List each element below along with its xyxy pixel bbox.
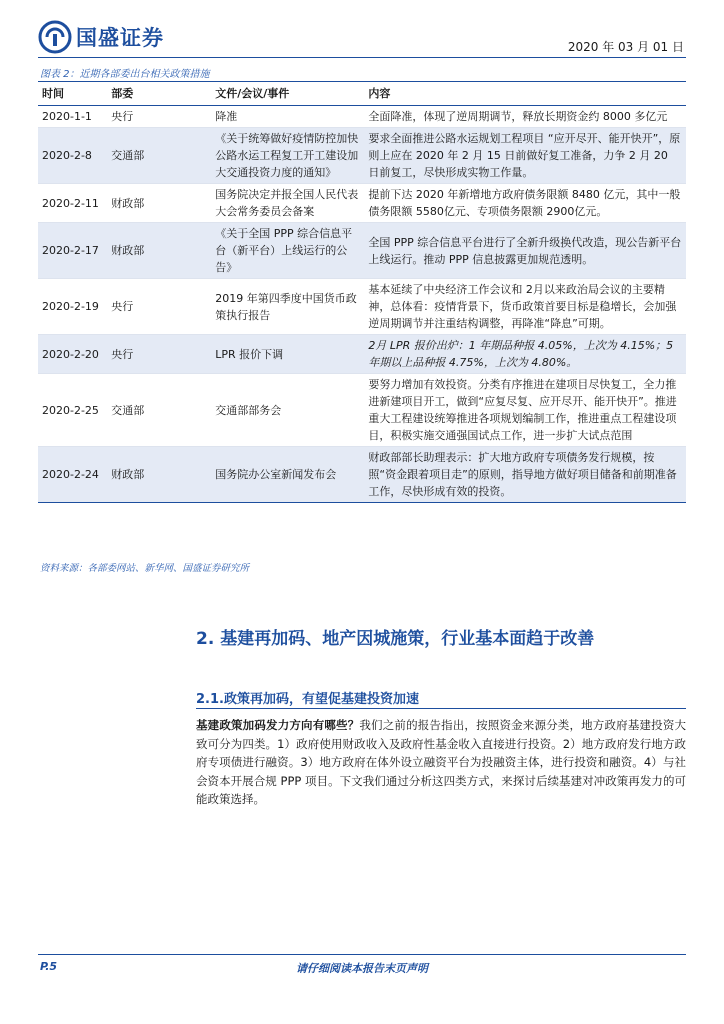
cell-date: 2020-2-19 bbox=[38, 279, 107, 335]
paragraph-body: 我们之前的报告指出，按照资金来源分类，地方政府基建投资大致可分为四类。1）政府使用财政收入及政府性基金收入直接进行投资。2）地方政府发行地方政府专项债进行融资。3）地方政府在体外设立融资平台为投融资主体，进行投资和融资。4）与社会资本开展合规 PPP 项目。下文我们通过分析这四类方式，来探讨后续基建对冲政策再发力的可能政策选择。 bbox=[196, 718, 686, 806]
cell-doc: 《关于全国 PPP 综合信息平台（新平台）上线运行的公告》 bbox=[211, 223, 364, 279]
cell-date: 2020-1-1 bbox=[38, 106, 107, 128]
subsection-title: 2.1.政策再加码，有望促基建投资加速 bbox=[196, 692, 419, 707]
cell-content: 要求全面推进公路水运规划工程项目 “应开尽开、能开快开”，原则上应在 2020 年 2 月 15 日前做好复工准备，力争 2 月 20 日前复工，尽快形成实物工作量。 bbox=[364, 128, 686, 184]
column-header-date: 时间 bbox=[38, 82, 107, 106]
cell-doc: LPR 报价下调 bbox=[211, 335, 364, 374]
cell-dept: 交通部 bbox=[107, 128, 211, 184]
cell-dept: 央行 bbox=[107, 279, 211, 335]
cell-date: 2020-2-8 bbox=[38, 128, 107, 184]
cell-date: 2020-2-24 bbox=[38, 447, 107, 503]
table-row bbox=[38, 223, 686, 279]
column-header-content: 内容 bbox=[364, 82, 686, 106]
logo-text: 国盛证券 bbox=[76, 26, 164, 50]
table-row bbox=[38, 279, 686, 335]
logo-emblem-icon bbox=[38, 20, 72, 54]
table-row bbox=[38, 447, 686, 503]
figure-source: 资料来源：各部委网站、新华网、国盛证券研究所 bbox=[40, 563, 250, 574]
cell-date: 2020-2-17 bbox=[38, 223, 107, 279]
header-divider bbox=[38, 57, 686, 58]
section-title: 2. 基建再加码、地产因城施策，行业基本面趋于改善 bbox=[196, 629, 595, 649]
figure-title: 图表 2：近期各部委出台相关政策措施 bbox=[40, 69, 210, 80]
company-logo bbox=[38, 20, 164, 54]
cell-content: 全面降准，体现了逆周期调节，释放长期资金约 8000 多亿元 bbox=[364, 106, 686, 128]
cell-content: 财政部部长助理表示：扩大地方政府专项债务发行规模，按照“资金跟着项目走”的原则，指导地方做好项目储备和前期准备工作，尽快形成有效的投资。 bbox=[364, 447, 686, 503]
cell-dept: 财政部 bbox=[107, 223, 211, 279]
table-row bbox=[38, 106, 686, 128]
report-date: 2020 年 03 月 01 日 bbox=[567, 40, 684, 54]
cell-content: 2月 LPR 报价出炉：1 年期品种报 4.05%，上次为 4.15%；5 年期以上品种报 4.75%，上次为 4.80%。 bbox=[364, 335, 686, 374]
cell-doc: 降准 bbox=[211, 106, 364, 128]
cell-dept: 财政部 bbox=[107, 447, 211, 503]
subsection-divider bbox=[196, 708, 686, 709]
column-header-dept: 部委 bbox=[107, 82, 211, 106]
policy-table bbox=[38, 81, 686, 503]
footer-divider bbox=[38, 954, 686, 955]
paragraph-lead: 基建政策加码发力方向有哪些？ bbox=[196, 718, 360, 732]
table-row bbox=[38, 335, 686, 374]
table-header-row bbox=[38, 82, 686, 106]
cell-date: 2020-2-25 bbox=[38, 374, 107, 447]
table-row bbox=[38, 374, 686, 447]
cell-doc: 《关于统筹做好疫情防控加快公路水运工程复工开工建设加大交通投资力度的通知》 bbox=[211, 128, 364, 184]
cell-dept: 央行 bbox=[107, 106, 211, 128]
cell-content: 要努力增加有效投资。分类有序推进在建项目尽快复工，全力推进新建项目开工，做到“应复尽复、应开尽开、能开快开”。推进重大工程建设统筹推进各项规划编制工作，推进重点工程建设项目，积极实施交通强国试点工作，进一步扩大试点范围 bbox=[364, 374, 686, 447]
cell-doc: 国务院决定并报全国人民代表大会常务委员会备案 bbox=[211, 184, 364, 223]
cell-dept: 交通部 bbox=[107, 374, 211, 447]
cell-content: 全国 PPP 综合信息平台进行了全新升级换代改造，现公告新平台上线运行。推动 PPP 信息披露更加规范透明。 bbox=[364, 223, 686, 279]
cell-doc: 2019 年第四季度中国货币政策执行报告 bbox=[211, 279, 364, 335]
cell-content: 提前下达 2020 年新增地方政府债务限额 8480 亿元，其中一般债务限额 5580亿元、专项债务限额 2900亿元。 bbox=[364, 184, 686, 223]
page-number: P.5 bbox=[40, 960, 58, 973]
table-row bbox=[38, 128, 686, 184]
table-row bbox=[38, 184, 686, 223]
cell-doc: 国务院办公室新闻发布会 bbox=[211, 447, 364, 503]
cell-date: 2020-2-11 bbox=[38, 184, 107, 223]
column-header-doc: 文件/会议/事件 bbox=[211, 82, 364, 106]
cell-date: 2020-2-20 bbox=[38, 335, 107, 374]
footer-disclaimer: 请仔细阅读本报告末页声明 bbox=[296, 962, 428, 975]
cell-dept: 财政部 bbox=[107, 184, 211, 223]
cell-doc: 交通部部务会 bbox=[211, 374, 364, 447]
cell-content: 基本延续了中央经济工作会议和 2月以来政治局会议的主要精神，总体看：疫情背景下，货币政策首要目标是稳增长，会加强逆周期调节并注重结构调整，再降准“降息”可期。 bbox=[364, 279, 686, 335]
body-paragraph bbox=[196, 716, 686, 809]
cell-dept: 央行 bbox=[107, 335, 211, 374]
